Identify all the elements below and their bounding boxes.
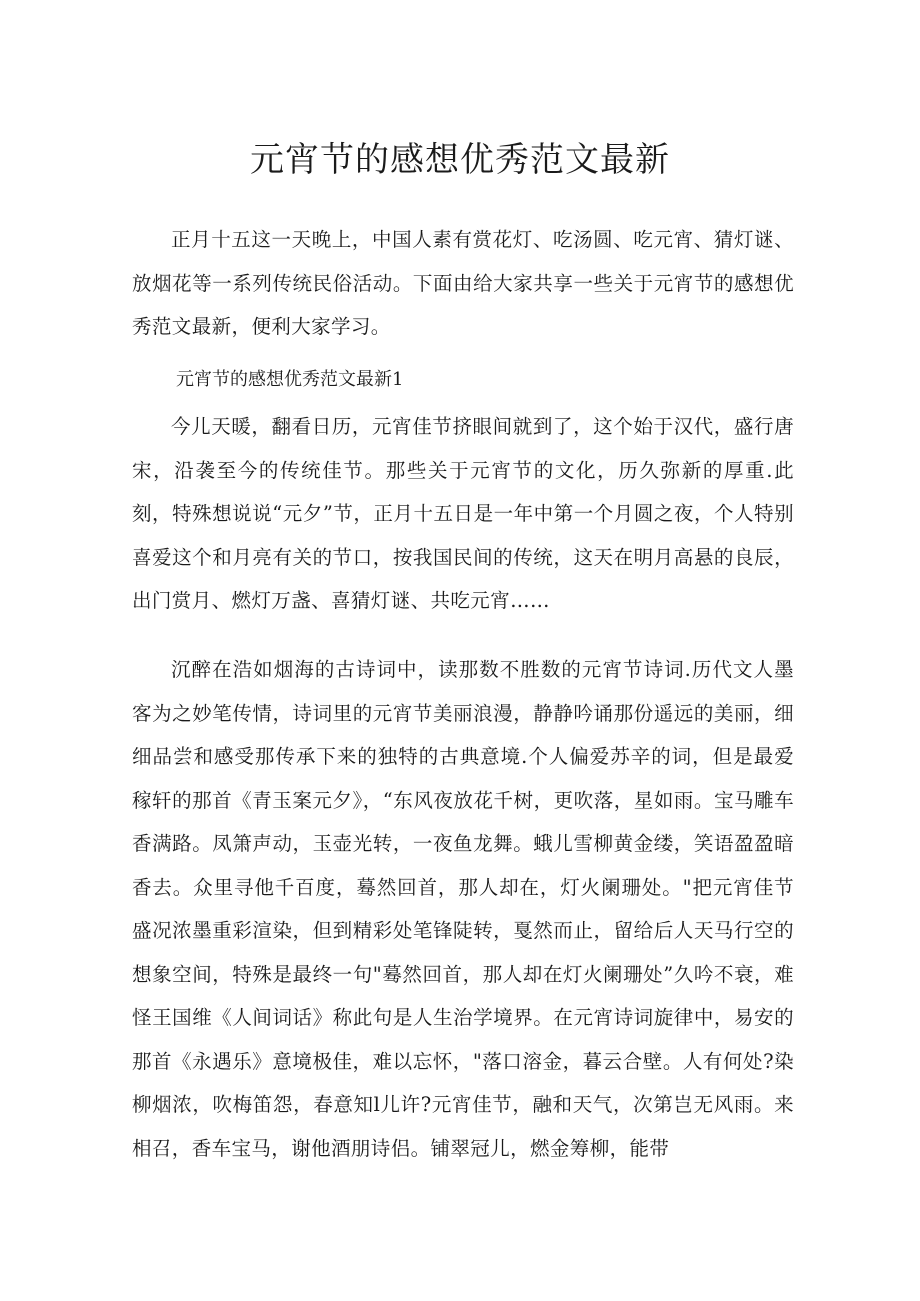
intro-paragraph: 正月十五这一天晚上，中国人素有赏花灯、吃汤圆、吃元宵、猜灯谜、放烟花等一系列传统民俗活动。下面由给大家共享一些关于元宵节的感想优秀范文最新，便利大家学习。 <box>132 228 794 338</box>
body-paragraph-1: 今儿天暖，翻看日历，元宵佳节挤眼间就到了，这个始于汉代，盛行唐宋，沿袭至今的传统佳节。那些关于元宵节的文化，历久弥新的厚重.此刻，特殊想说说“元夕”节，正月十五日是一年中第一个月圆之夜，个人特别喜爱这个和月亮有关的节口，按我国民间的传统，这天在明月高悬的良辰，出门赏月、燃灯万盏、喜猜灯谜、共吃元宵…… <box>132 415 794 612</box>
section-heading: 元宵节的感想优秀范文最新1 <box>176 369 404 390</box>
document-title: 元宵节的感想优秀范文最新 <box>250 140 670 180</box>
body-paragraph-2: 沉醉在浩如烟海的古诗词中，读那数不胜数的元宵节诗词.历代文人墨客为之妙笔传情，诗词里的元宵节美丽浪漫，静静吟诵那份遥远的美丽，细细品尝和感受那传承下来的独特的古典意境.个人偏爱苏辛的词，但是最爱稼轩的那首《青玉案元夕》，“东风夜放花千树，更吹落，星如雨。宝马雕车香满路。凤箫声动，玉壶光转，一夜鱼龙舞。蛾儿雪柳黄金缕，笑语盈盈暗香去。众里寻他千百度，蓦然回首，那人却在，灯火阑珊处。"把元宵佳节盛况浓墨重彩渲染，但到精彩处笔锋陡转，戛然而止，留给后人天马行空的想象空间，特殊是最终一句"蓦然回首，那人却在灯火阑珊处”久吟不衰，难怪王国维《人间词话》称此句是人生治学境界。在元宵诗词旋律中，易安的那首《永遇乐》意境极佳，难以忘怀，"落口溶金，暮云合壁。人有何处?染柳烟浓，吹梅笛怨，春意知l儿许?元宵佳节，融和天气，次第岂无风雨。来相召，香车宝马，谢他酒朋诗侣。铺翠冠儿，燃金筹柳，能带 <box>132 658 794 1160</box>
